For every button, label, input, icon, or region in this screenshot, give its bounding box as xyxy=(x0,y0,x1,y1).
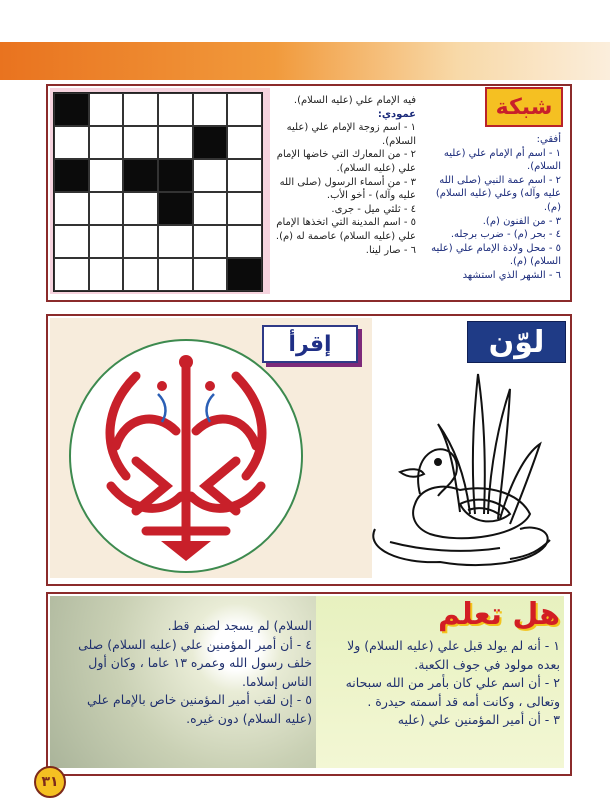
crossword-black-cell xyxy=(227,258,262,291)
fact-paragraph: السلام) لم يسجد لصنم قط. xyxy=(167,618,312,633)
did-you-know-title: هل تعلم xyxy=(438,597,560,632)
fact-paragraph: ٤ - أن أمير المؤمنين علي (عليه السلام) صلى خلف رسول الله وعمره ١٣ عاما ، وكان أول الناس إسلاما. xyxy=(78,636,312,689)
crossword-cell xyxy=(227,126,262,159)
crossword-black-cell xyxy=(158,159,193,192)
crossword-cell xyxy=(158,126,193,159)
down-clue-line: ٣ - من أسماء الرسول (صلى الله عليه وآله) - أخو الأب. xyxy=(279,176,416,202)
crossword-black-cell xyxy=(193,126,228,159)
down-clue-line: ١ - اسم زوجة الإمام علي (عليه السلام). xyxy=(286,122,416,147)
crossword-cell xyxy=(227,225,262,258)
crossword-cell xyxy=(158,258,193,291)
crossword-across-clues xyxy=(423,133,561,283)
crossword-cell xyxy=(54,126,89,159)
crossword-cell xyxy=(89,126,124,159)
read-title: إقرأ xyxy=(262,325,358,363)
fact-paragraph: ١ - أنه لم يولد قبل علي (عليه السلام) ولا بعده مولود في جوف الكعبة. xyxy=(347,638,560,672)
crossword-cell xyxy=(123,258,158,291)
down-clue-line: فيه الإمام علي (عليه السلام). xyxy=(293,95,416,106)
crossword-cell xyxy=(123,225,158,258)
calligraphy-medallion-image xyxy=(66,336,306,576)
fact-paragraph: ٣ - أن أمير المؤمنين علي (عليه xyxy=(397,712,560,728)
crossword-grid xyxy=(53,92,263,292)
down-clue-line: ٢ - من المعارك التي خاضها الإمام علي (عليه السلام). xyxy=(276,149,416,174)
header-band xyxy=(0,42,610,80)
across-clue-line: ٦ - الشهر الذي استشهد xyxy=(462,269,561,281)
crossword-cell xyxy=(123,192,158,225)
crossword-cell xyxy=(227,159,262,192)
crossword-cell xyxy=(193,93,228,126)
down-clue-line: ٦ - صار لينا. xyxy=(365,244,416,256)
crossword-title: شبكة xyxy=(485,87,563,127)
crossword-cell xyxy=(89,159,124,192)
down-clue-line: ٤ - ثلثي ميل - جرى. xyxy=(331,203,416,215)
crossword-cell xyxy=(89,258,124,291)
crossword-cell xyxy=(227,93,262,126)
crossword-cell xyxy=(123,93,158,126)
across-clue-line: ٣ - من الفنون (م). xyxy=(482,215,561,227)
crossword-down-clues xyxy=(272,94,416,257)
crossword-black-cell xyxy=(123,159,158,192)
crossword-cell xyxy=(227,192,262,225)
across-clue-line: ٢ - اسم عمة النبي (صلى الله عليه وآله) وعلي (عليه السلام) (م). xyxy=(435,174,561,213)
did-you-know-left-text xyxy=(58,617,312,729)
crossword-cell xyxy=(54,258,89,291)
down-clue-line: ٥ - اسم المدينة التي اتخذها الإمام علي (عليه السلام) عاصمة له (م). xyxy=(275,217,416,242)
crossword-cell xyxy=(89,192,124,225)
crossword-cell xyxy=(89,225,124,258)
across-clue-line: أفقي: xyxy=(536,134,561,145)
down-clue-line: عمودي: xyxy=(377,108,416,120)
crossword-cell xyxy=(193,192,228,225)
crossword-cell xyxy=(193,159,228,192)
crossword-cell xyxy=(158,225,193,258)
did-you-know-right-text xyxy=(322,637,560,730)
crossword-black-cell xyxy=(54,93,89,126)
fact-paragraph: ٥ - إن لقب أمير المؤمنين خاص بالإمام علي (عليه السلام) دون غيره. xyxy=(87,692,312,726)
fact-paragraph: ٢ - أن اسم علي كان بأمر من الله سبحانه وتعالى ، وكانت أمه قد أسمته حيدرة . xyxy=(345,675,560,709)
crossword-cell xyxy=(54,225,89,258)
crossword-black-cell xyxy=(54,159,89,192)
crossword-cell xyxy=(123,126,158,159)
across-clue-line: ٥ - محل ولادة الإمام علي (عليه السلام) (م). xyxy=(431,242,561,268)
crossword-cell xyxy=(193,258,228,291)
across-clue-line: ١ - اسم أم الإمام علي (عليه السلام). xyxy=(443,147,561,173)
color-title: لوّن xyxy=(467,321,566,363)
crossword-black-cell xyxy=(158,192,193,225)
crossword-cell xyxy=(54,192,89,225)
crossword-cell xyxy=(89,93,124,126)
crossword-cell xyxy=(193,225,228,258)
page-number: ٣١ xyxy=(34,766,66,798)
across-clue-line: ٤ - بحر (م) - ضرب برجله. xyxy=(450,229,561,241)
duck-coloring-image xyxy=(360,364,560,580)
crossword-cell xyxy=(158,93,193,126)
